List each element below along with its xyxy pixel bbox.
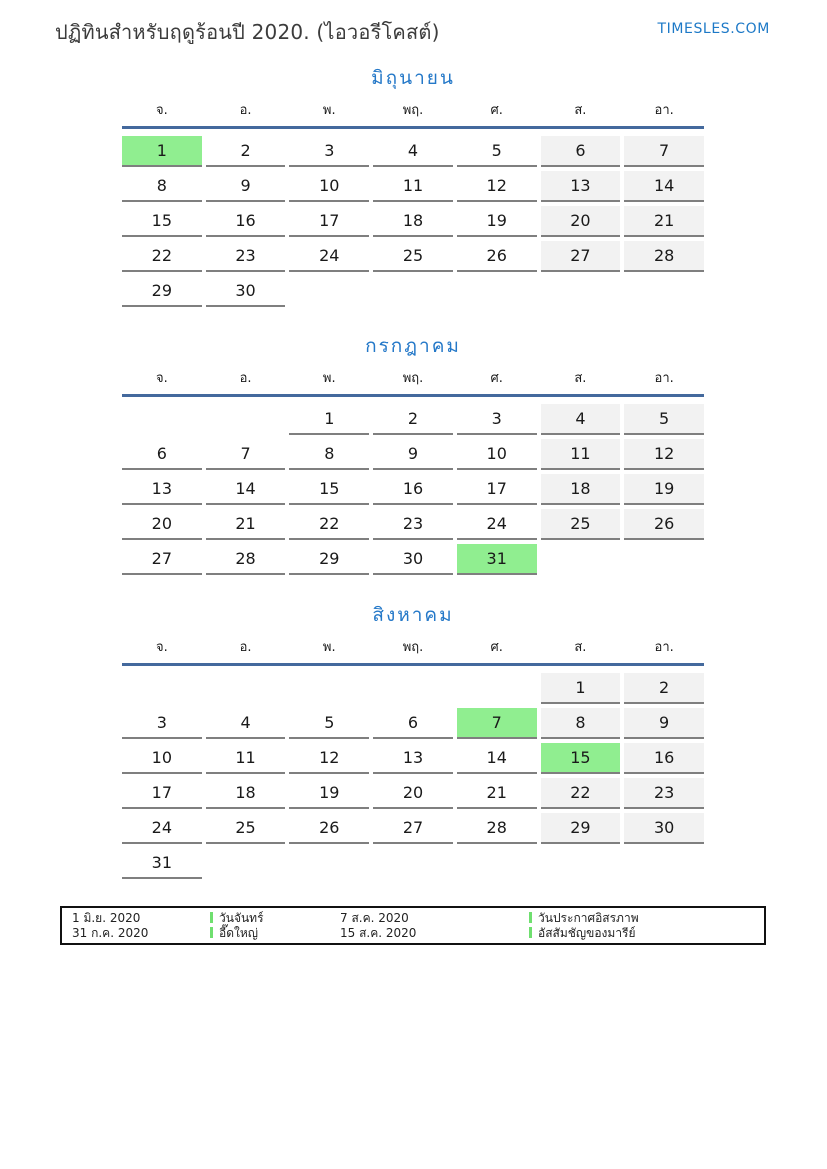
legend-name: วันจันทร์	[219, 910, 264, 925]
legend-entry	[210, 911, 340, 926]
holiday-day-cell: 31	[457, 544, 537, 575]
day-cell: 5	[289, 708, 369, 739]
day-cell: 24	[457, 509, 537, 540]
site-link[interactable]: TIMESLES.COM	[657, 21, 770, 37]
holiday-marker-icon	[529, 927, 532, 938]
day-cell: 17	[122, 778, 202, 809]
weekday-label: พ.	[322, 371, 336, 386]
empty-cell	[122, 404, 202, 433]
day-cell: 22	[541, 778, 621, 809]
legend-entry	[210, 926, 340, 941]
month-header-line	[122, 394, 704, 397]
day-cell: 1	[541, 673, 621, 704]
day-grid	[122, 136, 704, 307]
day-cell: 22	[122, 241, 202, 272]
day-cell: 29	[289, 544, 369, 575]
month-title: มิถุนายน	[371, 67, 455, 89]
legend-names-left	[210, 911, 340, 941]
day-cell: 8	[289, 439, 369, 470]
weekday-label: ส.	[574, 371, 587, 386]
month-title: กรกฎาคม	[365, 335, 461, 357]
day-cell: 26	[457, 241, 537, 272]
holiday-marker-icon	[210, 912, 213, 923]
day-cell: 18	[541, 474, 621, 505]
day-cell: 18	[373, 206, 453, 237]
day-cell: 13	[122, 474, 202, 505]
day-cell: 21	[624, 206, 704, 237]
month-block	[122, 601, 704, 879]
day-cell: 22	[289, 509, 369, 540]
day-cell: 6	[541, 136, 621, 167]
weekday-header-row	[122, 102, 704, 120]
day-cell: 11	[206, 743, 286, 774]
day-cell: 12	[457, 171, 537, 202]
month-header-line	[122, 663, 704, 666]
day-cell: 10	[457, 439, 537, 470]
day-cell: 13	[373, 743, 453, 774]
weekday-label: พฤ.	[402, 640, 424, 655]
day-cell: 28	[206, 544, 286, 575]
empty-cell	[206, 404, 286, 433]
day-grid	[122, 673, 704, 879]
legend-name: อัสสัมชัญของมารีย์	[538, 925, 636, 940]
day-cell: 15	[122, 206, 202, 237]
day-cell: 19	[289, 778, 369, 809]
day-cell: 25	[373, 241, 453, 272]
day-cell: 27	[122, 544, 202, 575]
weekday-label: อ.	[239, 371, 252, 386]
day-cell: 2	[206, 136, 286, 167]
day-cell: 27	[541, 241, 621, 272]
weekday-label: พฤ.	[402, 103, 424, 118]
legend-date: 15 ส.ค. 2020	[340, 925, 417, 940]
day-cell: 2	[373, 404, 453, 435]
day-cell: 21	[457, 778, 537, 809]
day-cell: 30	[624, 813, 704, 844]
weekday-label: อา.	[654, 371, 674, 386]
day-cell: 31	[122, 848, 202, 879]
holiday-day-cell: 1	[122, 136, 202, 167]
day-cell: 27	[373, 813, 453, 844]
weekday-label: จ.	[155, 371, 168, 386]
day-cell: 14	[457, 743, 537, 774]
weekday-label: จ.	[155, 103, 168, 118]
weekday-label: จ.	[155, 640, 168, 655]
day-cell: 9	[624, 708, 704, 739]
page-title: ปฏิทินสำหรับฤดูร้อนปี 2020. (ไอวอรีโคสต์)	[55, 20, 440, 44]
day-cell: 29	[122, 276, 202, 307]
empty-cell	[122, 673, 202, 702]
empty-cell	[206, 673, 286, 702]
weekday-header-row	[122, 639, 704, 657]
day-cell: 4	[206, 708, 286, 739]
holiday-marker-icon	[529, 912, 532, 923]
day-cell: 3	[122, 708, 202, 739]
day-cell: 25	[541, 509, 621, 540]
month-header-line	[122, 126, 704, 129]
day-cell: 9	[206, 171, 286, 202]
day-cell: 16	[206, 206, 286, 237]
holiday-day-cell: 15	[541, 743, 621, 774]
legend-entry	[529, 911, 764, 926]
day-cell: 30	[206, 276, 286, 307]
day-cell: 4	[373, 136, 453, 167]
legend-name: อี๊ดใหญ่	[219, 925, 258, 940]
legend-names-right	[529, 911, 764, 941]
empty-cell	[457, 673, 537, 702]
weekday-header-row	[122, 370, 704, 388]
day-cell: 24	[122, 813, 202, 844]
weekday-label: พฤ.	[402, 371, 424, 386]
holiday-marker-icon	[210, 927, 213, 938]
day-cell: 18	[206, 778, 286, 809]
day-cell: 9	[373, 439, 453, 470]
legend-dates-left	[62, 911, 210, 941]
day-cell: 14	[206, 474, 286, 505]
day-cell: 23	[373, 509, 453, 540]
day-cell: 16	[624, 743, 704, 774]
day-cell: 26	[289, 813, 369, 844]
day-cell: 3	[289, 136, 369, 167]
day-cell: 29	[541, 813, 621, 844]
day-cell: 11	[373, 171, 453, 202]
day-cell: 6	[122, 439, 202, 470]
legend-box	[60, 906, 766, 945]
page-header	[55, 16, 770, 48]
day-cell: 24	[289, 241, 369, 272]
day-cell: 23	[624, 778, 704, 809]
day-cell: 26	[624, 509, 704, 540]
day-cell: 15	[289, 474, 369, 505]
month-title: สิงหาคม	[372, 604, 454, 626]
day-cell: 10	[122, 743, 202, 774]
day-cell: 8	[541, 708, 621, 739]
weekday-label: ส.	[574, 640, 587, 655]
empty-cell	[289, 673, 369, 702]
day-cell: 20	[373, 778, 453, 809]
day-cell: 23	[206, 241, 286, 272]
day-cell: 13	[541, 171, 621, 202]
day-cell: 1	[289, 404, 369, 435]
weekday-label: อา.	[654, 103, 674, 118]
day-cell: 7	[624, 136, 704, 167]
day-cell: 12	[624, 439, 704, 470]
day-cell: 8	[122, 171, 202, 202]
day-cell: 5	[624, 404, 704, 435]
day-cell: 17	[457, 474, 537, 505]
legend-name: วันประกาศอิสรภาพ	[538, 910, 639, 925]
day-cell: 19	[624, 474, 704, 505]
empty-cell	[373, 673, 453, 702]
day-cell: 20	[122, 509, 202, 540]
legend-date: 1 มิ.ย. 2020	[72, 910, 141, 925]
weekday-label: ศ.	[490, 640, 503, 655]
month-block	[122, 64, 704, 307]
weekday-label: ส.	[574, 103, 587, 118]
day-cell: 10	[289, 171, 369, 202]
legend-date: 7 ส.ค. 2020	[340, 910, 409, 925]
legend-date: 31 ก.ค. 2020	[72, 925, 149, 940]
day-cell: 11	[541, 439, 621, 470]
weekday-label: พ.	[322, 640, 336, 655]
weekday-label: อ.	[239, 103, 252, 118]
day-cell: 16	[373, 474, 453, 505]
day-cell: 21	[206, 509, 286, 540]
weekday-label: พ.	[322, 103, 336, 118]
day-cell: 14	[624, 171, 704, 202]
day-cell: 12	[289, 743, 369, 774]
day-cell: 6	[373, 708, 453, 739]
day-cell: 7	[206, 439, 286, 470]
weekday-label: ศ.	[490, 103, 503, 118]
weekday-label: อา.	[654, 640, 674, 655]
day-grid	[122, 404, 704, 575]
day-cell: 2	[624, 673, 704, 704]
day-cell: 19	[457, 206, 537, 237]
holiday-day-cell: 7	[457, 708, 537, 739]
weekday-label: อ.	[239, 640, 252, 655]
legend-entry	[529, 926, 764, 941]
day-cell: 28	[624, 241, 704, 272]
day-cell: 5	[457, 136, 537, 167]
day-cell: 4	[541, 404, 621, 435]
month-block	[122, 332, 704, 575]
day-cell: 3	[457, 404, 537, 435]
legend-dates-right	[340, 911, 529, 941]
day-cell: 20	[541, 206, 621, 237]
day-cell: 17	[289, 206, 369, 237]
weekday-label: ศ.	[490, 371, 503, 386]
day-cell: 30	[373, 544, 453, 575]
day-cell: 25	[206, 813, 286, 844]
day-cell: 28	[457, 813, 537, 844]
